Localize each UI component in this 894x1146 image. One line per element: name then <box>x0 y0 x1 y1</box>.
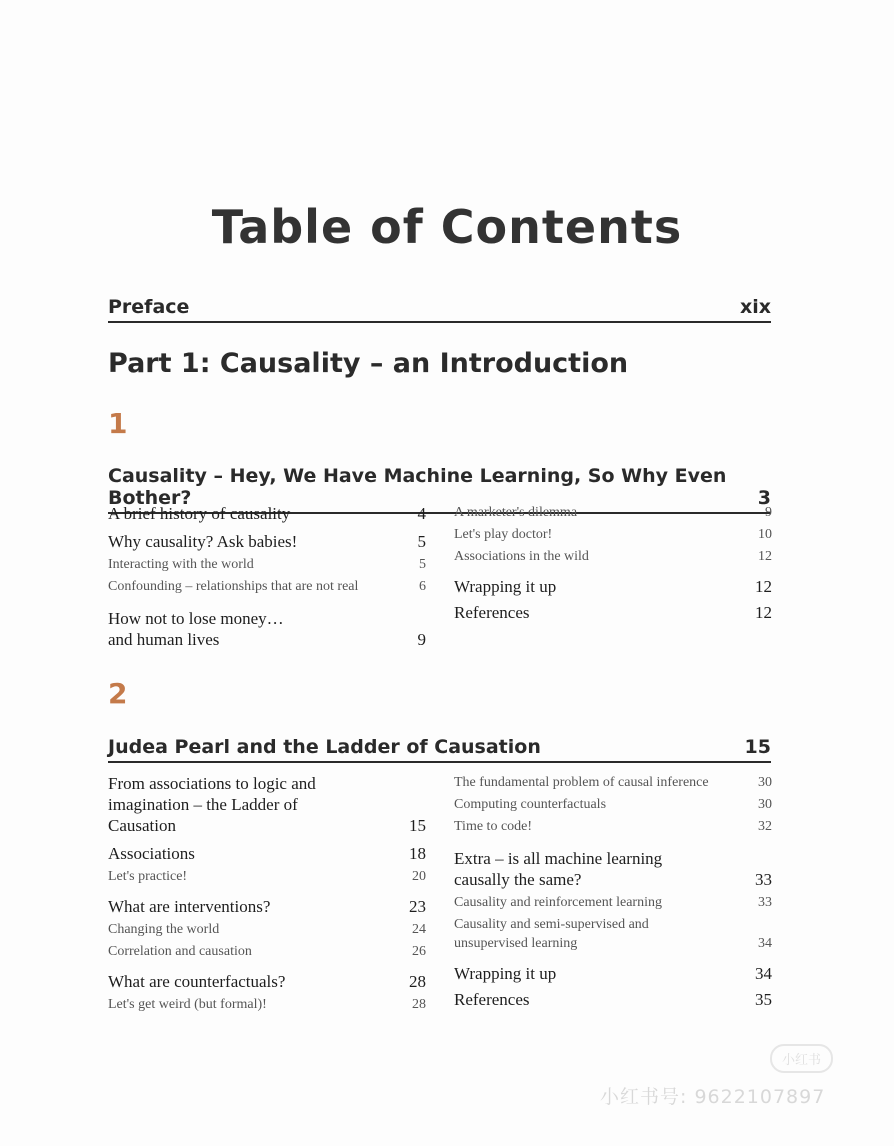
page-title: Table of Contents <box>211 200 683 254</box>
entry-page: 26 <box>412 944 426 959</box>
toc-subentry[interactable] <box>454 503 772 522</box>
entry-label: Let's practice! <box>108 869 188 884</box>
preface-entry[interactable] <box>108 296 771 323</box>
entry-label: Wrapping it up <box>454 964 557 983</box>
toc-entry[interactable] <box>454 989 772 1010</box>
entry-label: The fundamental problem of causal inference <box>454 775 709 790</box>
toc-subentry[interactable] <box>108 920 426 939</box>
entry-label: Extra – is all machine learning causally the same? <box>454 849 663 889</box>
entry-page: 23 <box>409 897 426 916</box>
toc-subentry[interactable] <box>454 893 772 912</box>
toc-entry[interactable] <box>108 843 426 864</box>
entry-label: Computing counterfactuals <box>454 797 607 812</box>
part-heading: Part 1: Causality – an Introduction <box>108 348 629 379</box>
entry-label: References <box>454 603 530 622</box>
entry-label: A marketer's dilemma <box>454 505 578 520</box>
toc-entry[interactable] <box>108 896 426 917</box>
entry-page: 12 <box>755 603 772 622</box>
toc-subentry[interactable] <box>454 817 772 836</box>
chapter-title: Causality – Hey, We Have Machine Learning, So Why Even Bother? <box>108 465 727 509</box>
entry-page: 32 <box>758 819 772 834</box>
entry-page: 15 <box>409 816 426 835</box>
toc-subentry[interactable] <box>108 867 426 886</box>
chapter-page: 15 <box>744 736 771 758</box>
watermark-text: 小红书号: 9622107897 <box>600 1086 826 1108</box>
entry-label: Correlation and causation <box>108 944 252 959</box>
entry-page: 34 <box>755 964 772 983</box>
watermark-badge: 小红书 <box>770 1044 833 1073</box>
toc-column-left <box>108 503 426 650</box>
entry-label: How not to lose money… and human lives <box>108 609 284 649</box>
entry-label: Confounding – relationships that are not real <box>108 579 359 594</box>
toc-subentry[interactable] <box>454 795 772 814</box>
entry-label: What are counterfactuals? <box>108 972 286 991</box>
entry-label: Time to code! <box>454 819 533 834</box>
toc-entry[interactable] <box>454 963 772 984</box>
entry-label: Why causality? Ask babies! <box>108 532 298 551</box>
chapter-number: 2 <box>108 677 128 710</box>
entry-page: 33 <box>758 895 772 910</box>
entry-label: Let's get weird (but formal)! <box>108 997 267 1012</box>
toc-entry[interactable] <box>454 848 772 890</box>
entry-page: 12 <box>755 577 772 596</box>
chapter-title: Judea Pearl and the Ladder of Causation <box>108 736 541 758</box>
entry-label: Interacting with the world <box>108 557 254 572</box>
entry-page: 4 <box>417 504 426 523</box>
entry-label: Associations in the wild <box>454 549 589 564</box>
toc-entry[interactable] <box>454 576 772 597</box>
entry-page: 20 <box>412 869 426 884</box>
toc-column-right <box>454 503 772 623</box>
toc-subentry[interactable] <box>454 773 772 792</box>
toc-entry[interactable] <box>108 531 426 552</box>
toc-entry[interactable] <box>108 503 426 524</box>
toc-subentry[interactable] <box>454 525 772 544</box>
entry-page: 5 <box>419 557 426 572</box>
entry-label: Wrapping it up <box>454 577 557 596</box>
entry-page: 33 <box>755 870 772 889</box>
toc-subentry[interactable] <box>454 547 772 566</box>
entry-label: Let's play doctor! <box>454 527 553 542</box>
preface-page: xix <box>739 296 771 318</box>
chapter-title-row[interactable] <box>108 736 771 763</box>
entry-page: 30 <box>758 797 772 812</box>
entry-page: 28 <box>412 997 426 1012</box>
entry-label: What are interventions? <box>108 897 271 916</box>
toc-subentry[interactable] <box>108 555 426 574</box>
entry-page: 10 <box>758 527 772 542</box>
toc-subentry[interactable] <box>454 915 772 953</box>
toc-entry[interactable] <box>108 608 426 650</box>
preface-label: Preface <box>108 296 190 318</box>
entry-page: 9 <box>417 630 426 649</box>
entry-page: 35 <box>755 990 772 1009</box>
toc-subentry[interactable] <box>108 577 426 596</box>
toc-subentry[interactable] <box>108 942 426 961</box>
toc-entry[interactable] <box>454 602 772 623</box>
entry-page: 28 <box>409 972 426 991</box>
entry-label: Causality and semi-supervised and unsupervised learning <box>454 917 649 951</box>
entry-page: 12 <box>758 549 772 564</box>
toc-subentry[interactable] <box>108 995 426 1014</box>
entry-label: Associations <box>108 844 195 863</box>
entry-page: 18 <box>409 844 426 863</box>
entry-page: 34 <box>758 936 772 951</box>
toc-column-right <box>454 773 772 1010</box>
chapter-number: 1 <box>108 407 128 440</box>
entry-page: 6 <box>419 579 426 594</box>
entry-label: References <box>454 990 530 1009</box>
entry-page: 30 <box>758 775 772 790</box>
toc-column-left <box>108 773 426 1014</box>
entry-label: A brief history of causality <box>108 504 291 523</box>
chapter-page: 3 <box>757 487 771 509</box>
toc-entry[interactable] <box>108 773 426 836</box>
toc-entry[interactable] <box>108 971 426 992</box>
entry-page: 24 <box>412 922 426 937</box>
entry-page: 5 <box>417 532 426 551</box>
entry-label: From associations to logic and imagination – the Ladder of Causation <box>108 774 316 835</box>
entry-page: 9 <box>765 505 772 520</box>
entry-label: Causality and reinforcement learning <box>454 895 662 910</box>
entry-label: Changing the world <box>108 922 220 937</box>
